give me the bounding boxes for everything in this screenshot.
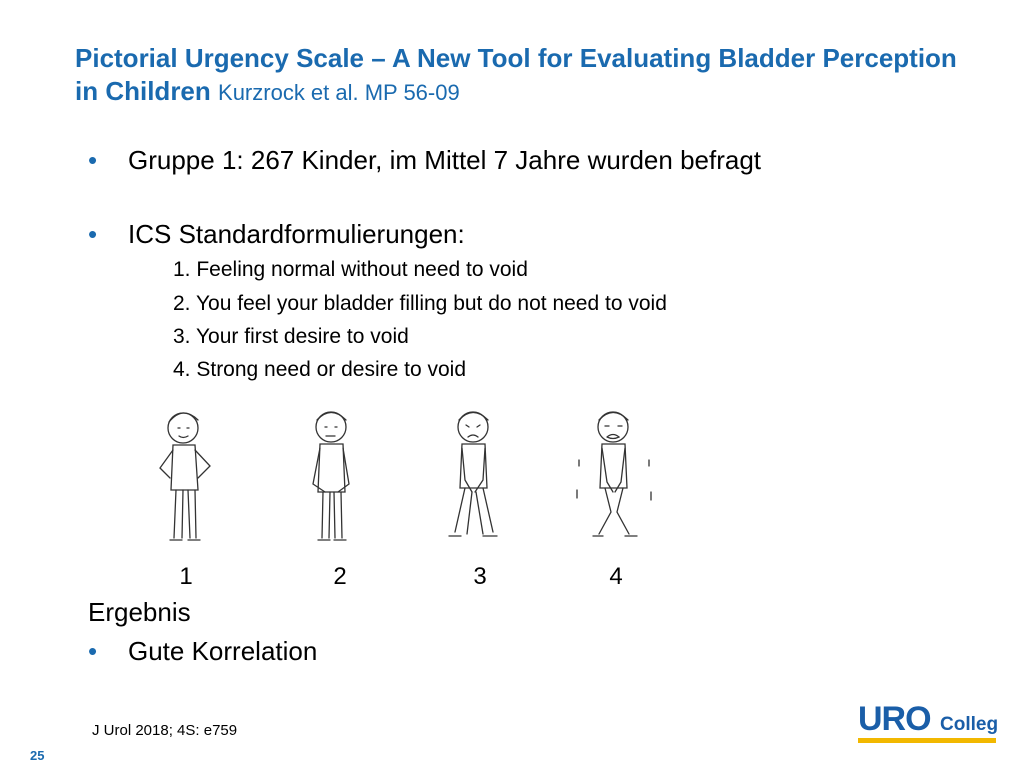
- bullet-text-result: Gute Korrelation: [128, 636, 318, 666]
- list-item: 1. Feeling normal without need to void: [173, 258, 528, 281]
- child-urgent-distressed-icon: [565, 400, 665, 550]
- bullet-ics: [88, 219, 465, 249]
- bullet-dot: •: [88, 636, 98, 666]
- bullet-dot: •: [88, 219, 98, 249]
- figure-label: 3: [473, 563, 487, 590]
- logo-accent-bar: [858, 738, 996, 743]
- child-holding-worried-icon: [425, 400, 525, 550]
- figure-label: 4: [609, 563, 623, 590]
- figure-label: 1: [179, 563, 193, 590]
- logo-text-colleg: Colleg: [940, 714, 999, 735]
- title-citation: Kurzrock et al. MP 56-09: [218, 80, 460, 105]
- slide-title: [75, 42, 975, 109]
- reference: J Urol 2018; 4S: e759: [92, 722, 238, 739]
- list-item: 4. Strong need or desire to void: [173, 358, 467, 381]
- list-item: 3. Your first desire to void: [173, 325, 409, 348]
- child-standing-relaxed-icon: [138, 400, 238, 550]
- result-heading: Ergebnis: [88, 597, 191, 627]
- bullet-result: [88, 636, 317, 666]
- bullet-group-1: [88, 145, 761, 175]
- bullet-text-ics: ICS Standardformulierungen:: [128, 219, 465, 249]
- list-item: 2. You feel your bladder filling but do not need to void: [173, 292, 667, 315]
- logo-text-uro: URO: [858, 700, 931, 738]
- urocolleg-logo: [858, 700, 998, 742]
- title-main: Pictorial Urgency Scale – A New Tool for Evaluating Bladder Perception in Children: [75, 43, 957, 106]
- page-number: 25: [30, 748, 45, 763]
- bullet-text-group: Gruppe 1: 267 Kinder, im Mittel 7 Jahre wurden befragt: [128, 145, 762, 175]
- child-standing-neutral-icon: [283, 400, 383, 550]
- figure-label: 2: [333, 563, 347, 590]
- bullet-dot: •: [88, 145, 98, 175]
